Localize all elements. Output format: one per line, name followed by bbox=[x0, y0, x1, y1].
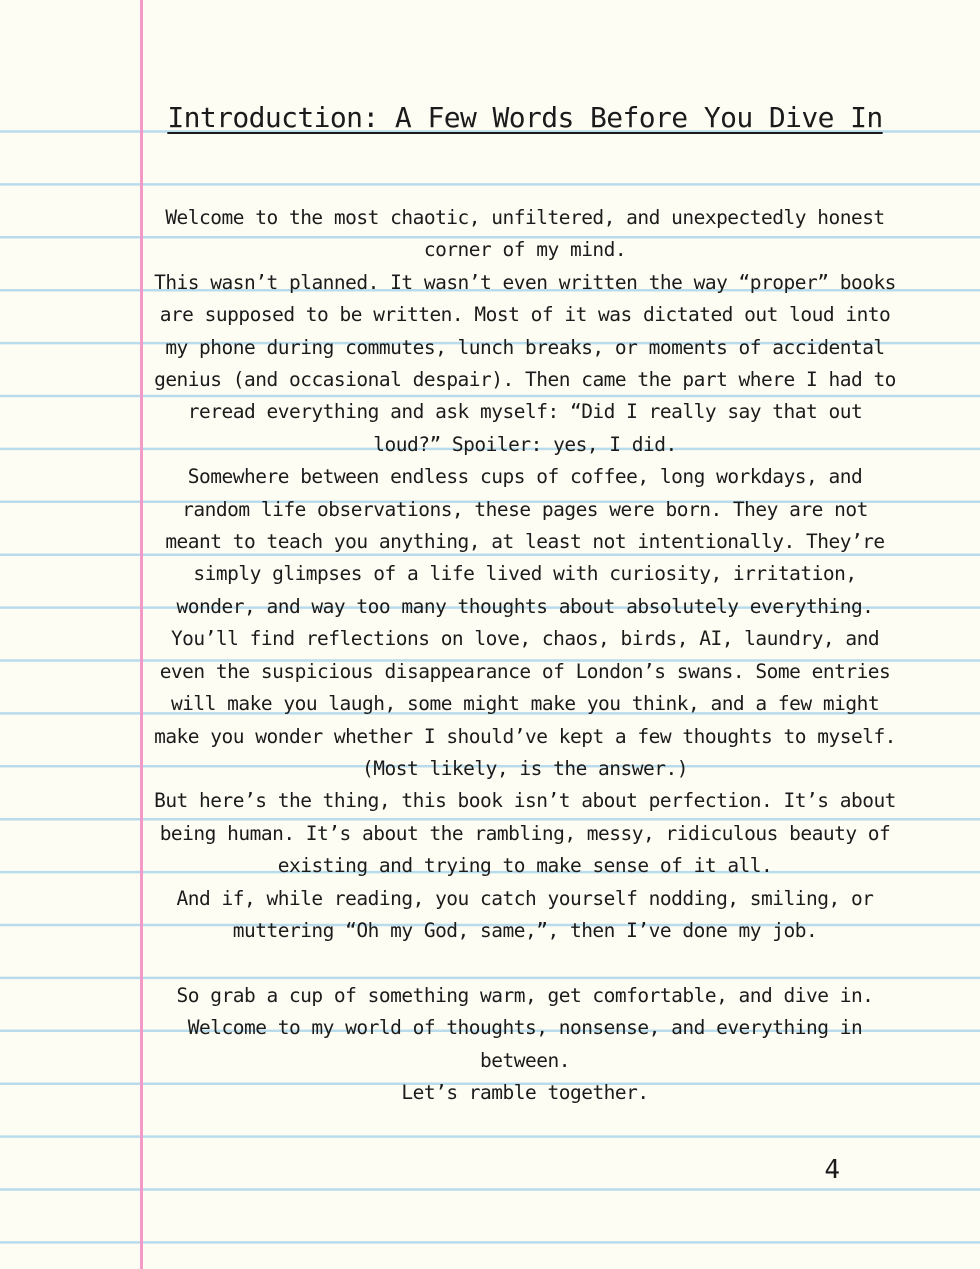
page-title bbox=[150, 100, 900, 136]
notebook-page bbox=[150, 0, 900, 1269]
closing-line: So grab a cup of something warm, get comfortable, and dive in. bbox=[176, 983, 874, 1007]
blank-line bbox=[150, 947, 900, 979]
paragraph: And if, while reading, you catch yourself nodding, smiling, or muttering “Oh my God, same,”, then I’ve done my job. bbox=[176, 886, 874, 942]
page-number: 4 bbox=[824, 1155, 840, 1185]
closing-line: Welcome to my world of thoughts, nonsense, and everything in between. bbox=[187, 1016, 863, 1072]
paragraph: Welcome to the most chaotic, unfiltered, and unexpectedly honest corner of my mind. bbox=[165, 206, 885, 262]
paragraph: This wasn’t planned. It wasn’t even written the way “proper” books are supposed to be written. Most of it was dictated out loud into my phone during commutes, lunch breaks, or moments of accidental genius (and occasional despair). Then came the part where I had to reread everything and ask myself: “Did I really say that out loud?” Spoiler: yes, I did. bbox=[154, 270, 896, 456]
page-title-text: Introduction: A Few Words Before You Dive In bbox=[167, 101, 883, 134]
paragraph: You’ll find reflections on love, chaos, birds, AI, laundry, and even the suspicious disappearance of London’s swans. Some entries will make you laugh, some might make you think, and a few might make you wonder whether I should’ve kept a few thoughts to myself. (Most likely, is the answer.) bbox=[154, 627, 896, 780]
margin-line bbox=[140, 0, 143, 1269]
paragraph: Somewhere between endless cups of coffee, long workdays, and random life observations, these pages were born. They are not meant to teach you anything, at least not intentionally. They’re simply glimpses of a life lived with curiosity, irritation, wonder, and way too many thoughts about absolutely everything. bbox=[165, 465, 885, 618]
closing-line: Let’s ramble together. bbox=[401, 1080, 649, 1104]
body-text bbox=[150, 202, 900, 1109]
paragraph: But here’s the thing, this book isn’t about perfection. It’s about being human. It’s about the rambling, messy, ridiculous beauty of existing and trying to make sense of it all. bbox=[154, 789, 896, 878]
